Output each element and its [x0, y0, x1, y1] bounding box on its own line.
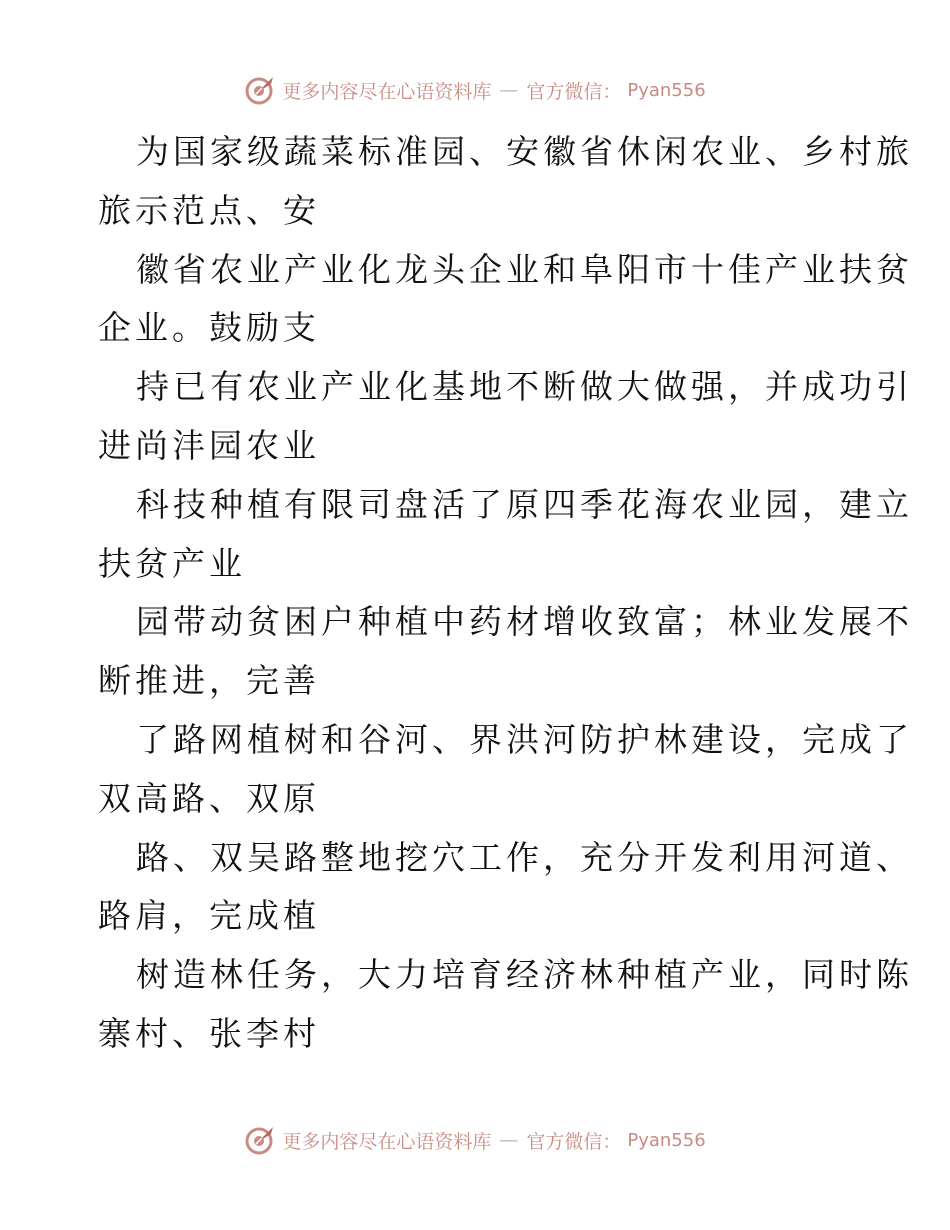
text-line: 持已有农业产业化基地不断做大做强，并成功引: [136, 367, 913, 407]
text-line: 双高路、双原: [98, 778, 320, 818]
text-line: 旅示范点、安: [98, 190, 320, 230]
text-line: 路、双吴路整地挖穴工作，充分开发利用河道、: [136, 837, 913, 877]
watermark-official-label: 官方微信：: [526, 80, 622, 103]
watermark-header: [0, 70, 950, 110]
watermark-wechat-id: Pyan556: [627, 1129, 706, 1151]
watermark-site-name: 更多内容尽在心语资料库: [282, 80, 492, 103]
text-line: 为国家级蔬菜标准园、安徽省休闲农业、乡村旅: [136, 132, 913, 171]
text-line: 了路网植树和谷河、界洪河防护林建设，完成了: [136, 719, 913, 759]
text-line: 寨村、张李村: [98, 1013, 320, 1053]
text-line: 断推进，完善: [98, 661, 320, 701]
text-line: 进尚沣园农业: [98, 425, 320, 465]
text-line: 路肩，完成植: [98, 896, 320, 936]
watermark-footer: [0, 1120, 950, 1160]
quill-logo-icon: [244, 1124, 276, 1156]
quill-logo-icon: [244, 74, 276, 106]
watermark-dash: —: [499, 79, 519, 101]
watermark-dash: —: [499, 1129, 519, 1151]
watermark-wechat-id: Pyan556: [627, 79, 706, 101]
text-line: 扶贫产业: [98, 543, 246, 583]
text-line: 园带动贫困户种植中药材增收致富；林业发展不: [136, 602, 913, 642]
text-line: 树造林任务，大力培育经济林种植产业，同时陈: [136, 955, 913, 995]
text-line: 企业。鼓励支: [98, 308, 320, 348]
watermark-site-name: 更多内容尽在心语资料库: [282, 1130, 492, 1153]
text-line: 徽省农业产业化龙头企业和阜阳市十佳产业扶贫: [136, 249, 913, 289]
text-line: 科技种植有限司盘活了原四季花海农业园，建立: [136, 484, 913, 524]
watermark-official-label: 官方微信：: [526, 1130, 622, 1153]
document-body: [98, 123, 913, 1064]
